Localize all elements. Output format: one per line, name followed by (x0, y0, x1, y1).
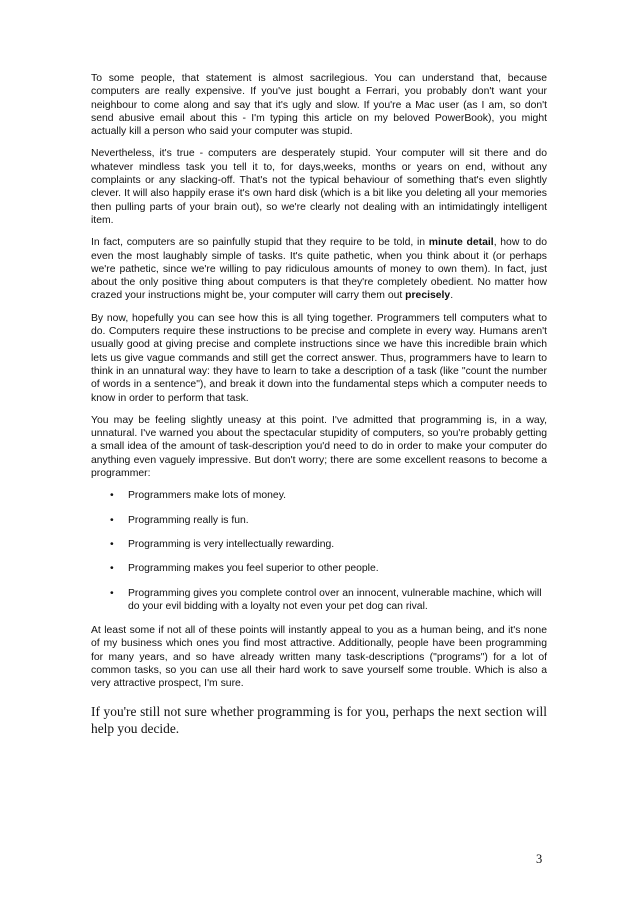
paragraph-minute-detail (91, 236, 547, 302)
list-item (91, 514, 547, 527)
list-item-text: Programmers make lots of money. (128, 490, 287, 502)
paragraph-tying-together: By now, hopefully you can see how this is all tying together. Programmers tell computers what to do. Computers require these instructions to be precise and complete in every way. Humans aren't usually good at giving precise and complete instructions since we have this incredible brain which lets us give vague commands and still get the correct answer. Thus, programmers have to learn to think in an unnatural way: they have to learn to take a description of a task (like "count the number of words in a sentence"), and break it down into the fundamental steps which a computer needs to know in order to perform that task. (91, 312, 547, 404)
paragraph-uneasy: You may be feeling slightly uneasy at this point. I've admitted that programming is, in a way, unnatural. I've warned you about the spectacular stupidity of computers, so you're probably getting a small idea of the amount of task-description you'd need to do in order to make your computer do anything even vaguely impressive. But don't worry; there are some excellent reasons to become a programmer: (91, 414, 547, 480)
paragraph-text: . (450, 290, 454, 302)
bullet-icon: • (110, 563, 114, 575)
paragraph-closing: At least some if not all of these points will instantly appeal to you as a human being, and it's none of my business which ones you find most attractive. Additionally, people have been programming for many years, and so have already written many task-descriptions ("programs") for a lot of common tasks, so you can use all their hard work to save yourself some trouble. Which is also a very attractive prospect, I'm sure. (91, 625, 547, 690)
bullet-icon: • (110, 587, 114, 599)
bullet-icon: • (110, 514, 114, 526)
bullet-icon: • (110, 538, 114, 550)
list-item (91, 489, 547, 502)
list-item-text: Programming is very intellectually rewarding. (128, 538, 335, 550)
list-item (91, 587, 547, 614)
bold-precisely: precisely (405, 290, 451, 302)
paragraph-computers-stupid: Nevertheless, it's true - computers are desperately stupid. Your computer will sit there and do whatever mindless task you tell it to, for days,weeks, months or years on end, without any complaints or any slacking-off. That's not the typical behaviour of something that's even slightly clever. It will also happily erase it's own hard disk (which is a bit like you deleting all your memories then pulling parts of your brain out), so we're clearly not dealing with an intimidatingly intelligent item. (91, 148, 547, 226)
list-item-text: Programming gives you complete control over an innocent, vulnerable machine, which will do your evil bidding with a loyalty not even your pet dog can rival. (128, 587, 542, 612)
list-item (91, 538, 547, 551)
paragraph-text: , how to do even the most laughably simple of tasks. It's quite pathetic, when you think about it (or perhaps we're pathetic, since we're willing to pay ridiculous amounts of money to own them). In fact, just about the only positive thing about computers is that they're completely obedient. No matter how crazed your instructions might be, your computer will carry them out (91, 237, 547, 302)
page-body (91, 72, 547, 737)
paragraph-next-section: If you're still not sure whether programming is for you, perhaps the next section will help you decide. (91, 703, 547, 736)
page-number: 3 (536, 852, 543, 866)
reasons-list (91, 489, 547, 613)
list-item-text: Programming makes you feel superior to other people. (128, 563, 379, 575)
bullet-icon: • (110, 490, 114, 502)
paragraph-sacrilegious: To some people, that statement is almost sacrilegious. You can understand that, because computers are really expensive. If you've just bought a Ferrari, you probably don't want your neighbour to come along and say that it's ugly and slow. If you're a Mac user (as I am, so don't send abusive email about this - I'm typing this article on my beloved PowerBook), you might actually kill a person who said your computer was stupid. (91, 73, 547, 138)
paragraph-text: In fact, computers are so painfully stupid that they require to be told, in (91, 237, 429, 249)
list-item (91, 562, 547, 575)
bold-minute-detail: minute detail (428, 237, 494, 249)
list-item-text: Programming really is fun. (128, 514, 249, 526)
